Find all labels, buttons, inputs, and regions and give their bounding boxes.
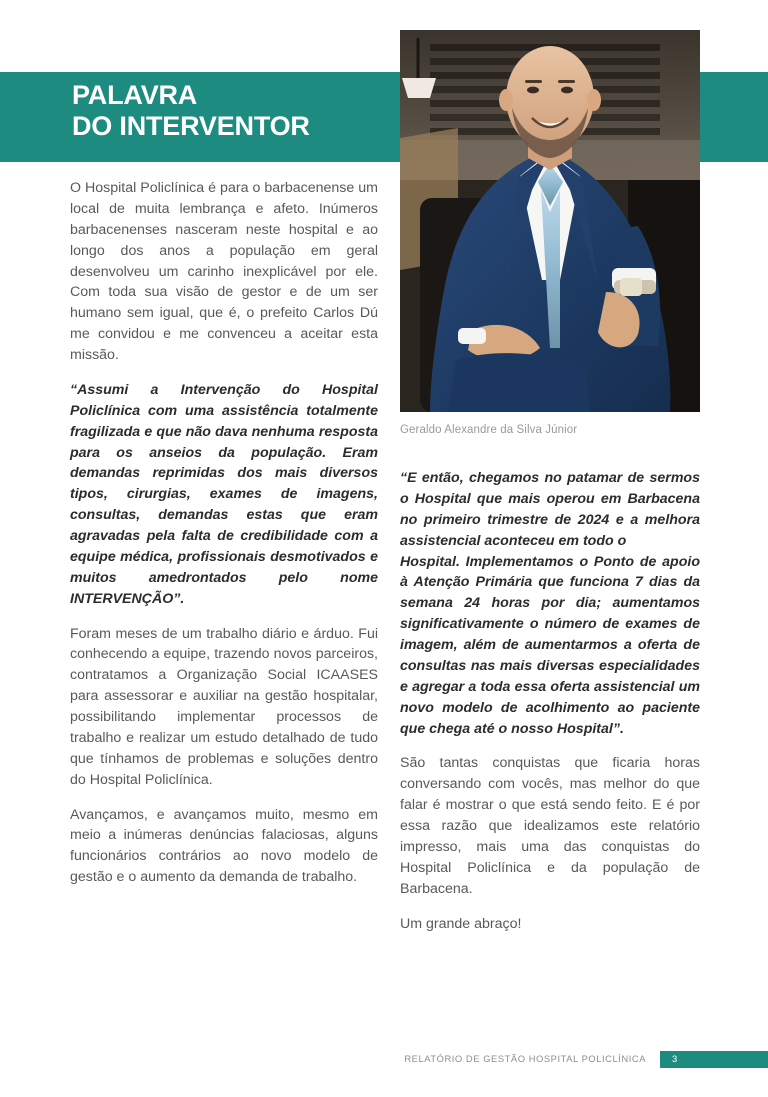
left-paragraph-2: Foram meses de um trabalho diário e árduo. Fui conhecendo a equipe, trazendo novos parceiros, contratamos a Organização Social ICAASES para assessorar e auxiliar na gestão hospitalar, possibilitando implementar processos de trabalho e realizar um estudo detalhado de tudo que tínhamos de problemas e soluções dentro do Hospital Policlínica. bbox=[70, 625, 378, 788]
right-closing-line: Um grande abraço! bbox=[400, 915, 522, 932]
footer-label: RELATÓRIO DE GESTÃO HOSPITAL POLICLÍNICA bbox=[404, 1053, 646, 1064]
left-paragraph-3: Avançamos, e avançamos muito, mesmo em meio a inúmeras denúncias falaciosas, alguns funcionários contrários ao novo modelo de gestão e o aumento da demanda de trabalho. bbox=[70, 806, 378, 886]
page-title bbox=[72, 80, 392, 143]
right-pull-quote-part-1: “E então, chegamos no patamar de sermos o Hospital que mais operou em Barbacena no primeiro trimestre de 2024 e a melhora assistencial aconteceu em todo o bbox=[400, 470, 700, 549]
page-title-line-2: DO INTERVENTOR bbox=[72, 111, 310, 142]
portrait-photo bbox=[400, 30, 700, 412]
page-number: 3 bbox=[672, 1053, 678, 1064]
right-pull-quote-part-2: Hospital. Implementamos o Ponto de apoio à Atenção Primária que funciona 7 dias da semana 24 horas por dia; aumentamos significativamente o número de exames de imagem, além de aumentarmos a oferta de consultas nas mais diversas especialidades e agregar a toda essa oferta assistencial um novo modelo de acolhimento ao paciente que chega até o nosso Hospital”. bbox=[400, 553, 700, 737]
left-paragraph-1: O Hospital Policlínica é para o barbacenense um local de muita lembrança e afeto. Inúmeros barbacenenses nasceram neste hospital e ao longo dos anos a população em geral desenvolveu um carinho inexplicável por ele. Com toda sua visão de gestor e de um ser humano sem igual, que é, o prefeito Carlos Dú me convidou e me convenceu a aceitar esta missão. bbox=[70, 180, 378, 363]
photo-caption: Geraldo Alexandre da Silva Júnior bbox=[400, 424, 578, 436]
left-text-column bbox=[70, 178, 378, 888]
right-paragraph-1: São tantas conquistas que ficaria horas conversando com vocês, mas melhor do que falar é mostrar o que está sendo feito. E é por essa razão que idealizamos este relatório impresso, mais uma das conquistas do Hospital Policlínica e da população de Barbacena. bbox=[400, 755, 700, 897]
right-text-column bbox=[400, 468, 700, 934]
page-footer bbox=[0, 1051, 768, 1069]
page-title-line-1: PALAVRA bbox=[72, 80, 198, 110]
left-pull-quote: “Assumi a Intervenção do Hospital Policlínica com uma assistência totalmente fragilizada e que não dava nenhuma resposta para os anseios da população. Eram demandas reprimidas dos mais diversos tipos, cirurgias, exames de imagens, consultas, demandas estas que eram agravadas pela falta de credibilidade com a equipe médica, profissionais desmotivados e muitos amedrontados pelo nome INTERVENÇÃO”. bbox=[70, 381, 378, 607]
page-number-badge bbox=[660, 1051, 768, 1068]
